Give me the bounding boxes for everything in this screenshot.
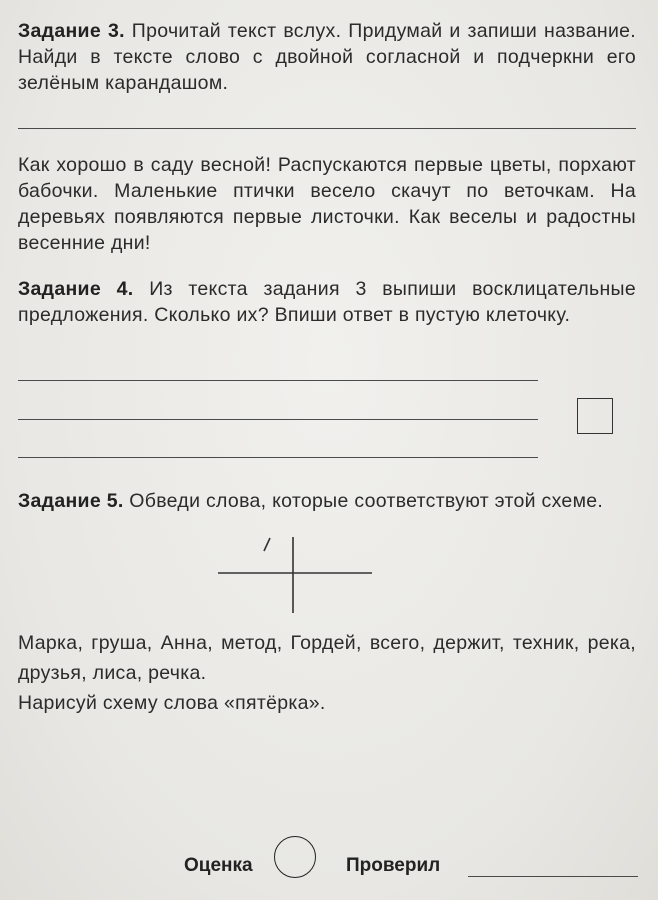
word-list[interactable]: Марка, груша, Анна, метод, Гордей, всего, держит, техник, река, друзья, лиса, речка. — [18, 632, 636, 684]
task4-instruction: Из текста задания 3 выпиши восклицательные предложения. Сколько их? Впиши ответ в пустую клеточку. — [18, 278, 637, 326]
task3-instruction: Прочитай текст вслух. Придумай и запиши название. Найди в тексте слово с двойной согласной и подчеркни его зелёным карандашом. — [18, 20, 637, 94]
checker-signature-line[interactable] — [468, 876, 638, 877]
task5-heading: Задание 5. — [18, 490, 124, 512]
title-answer-line[interactable] — [18, 128, 636, 129]
grade-circle[interactable] — [274, 836, 316, 878]
reading-text: Как хорошо в саду весной! Распускаются первые цветы, порхают бабочки. Маленькие птички весело скачут по веточкам. На деревьях появляются первые листочки. Как веселы и радостны весенние дни! — [18, 154, 636, 254]
scheme-stress-mark — [264, 538, 270, 551]
count-answer-box[interactable] — [577, 398, 613, 434]
checked-label: Проверил — [346, 855, 441, 876]
draw-instruction: Нарисуй схему слова «пятёрка». — [18, 692, 326, 714]
word-scheme — [214, 535, 378, 615]
answer-line-2[interactable] — [18, 419, 538, 420]
task5-block — [18, 488, 636, 514]
answer-line-1[interactable] — [18, 380, 538, 381]
task4-block — [18, 276, 636, 328]
task4-heading: Задание 4. — [18, 278, 134, 300]
task3-heading: Задание 3. — [18, 20, 125, 42]
grade-label: Оценка — [184, 855, 253, 876]
answer-line-3[interactable] — [18, 457, 538, 458]
task3-block — [18, 18, 636, 96]
task5-instruction: Обведи слова, которые соответствуют этой схеме. — [129, 490, 604, 512]
